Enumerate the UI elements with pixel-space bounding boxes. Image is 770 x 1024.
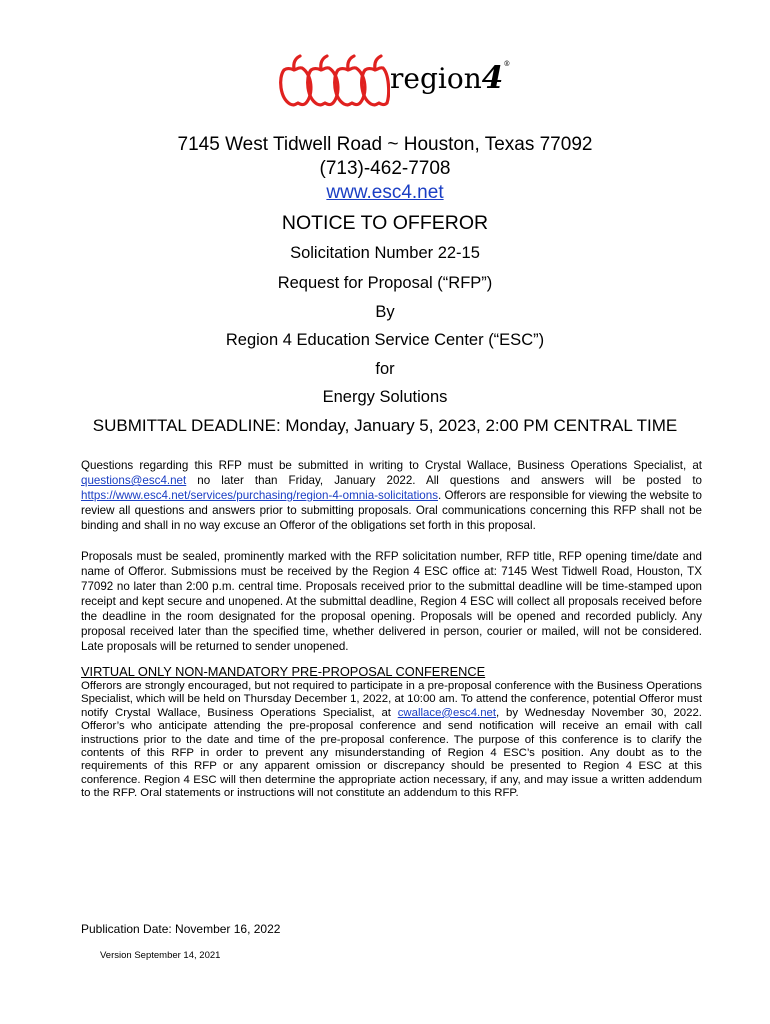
publication-date: Publication Date: November 16, 2022 [81, 922, 281, 936]
phone-line: (713)-462-7708 [319, 158, 451, 179]
issuer-line: Region 4 Education Service Center (“ESC”) [225, 331, 545, 349]
questions-paragraph: Questions regarding this RFP must be submitted in writing to Crystal Wallace, Business Operations Specialist, at questions@esc4.net no later than Friday, January 2022. All questions and answers will be posted to https://www.esc4.net/services/purchasing/region-4-omnia-solicitations. Offerors are responsible for viewing the website to review all questions and answers prior to submitting proposals. Oral communications concerning this RFP shall not be binding and shall in no way excuse an Offeror of the obligations set forth in this proposal. [81, 459, 702, 532]
subject-line: Energy Solutions [322, 388, 448, 406]
solicitations-url-link[interactable]: https://www.esc4.net/services/purchasing/region-4-omnia-solicitations [81, 489, 438, 502]
logo-wordmark: region4® [390, 60, 511, 96]
address-line: 7145 West Tidwell Road ~ Houston, Texas 77092 [177, 134, 593, 155]
conference-heading: VIRTUAL ONLY NON-MANDATORY PRE-PROPOSAL CONFERENCE [81, 664, 486, 679]
region4-logo [278, 50, 511, 112]
website-link[interactable]: www.esc4.net [326, 182, 444, 203]
apple-logo-icon [278, 50, 390, 112]
proposals-paragraph: Proposals must be sealed, prominently marked with the RFP solicitation number, RFP title, RFP opening time/date and name of Offeror. Submissions must be received by the Region 4 ESC office at: 7145 West Tidwell Road, Houston, TX 77092 no later than 2:00 p.m. central time. Proposals received prior to the submittal deadline will be time-stamped upon receipt and kept secure and unopened. At the submittal deadline, Region 4 ESC will collect all proposals received before the deadline in the room designated for the proposal opening. Proposals will be opened and recorded publicly. Any proposal received later than the specified time, whether delivered in person, courier or mailed, will not be considered. Late proposals will be returned to sender unopened. [81, 550, 702, 653]
by-line: By [375, 303, 395, 321]
submittal-deadline: SUBMITTAL DEADLINE: Monday, January 5, 2023, 2:00 PM CENTRAL TIME [92, 416, 678, 435]
solicitation-number: Solicitation Number 22-15 [290, 244, 480, 262]
for-line: for [375, 360, 395, 378]
notice-title: NOTICE TO OFFEROR [281, 212, 489, 234]
version-note: Version September 14, 2021 [100, 950, 221, 961]
rfp-line: Request for Proposal (“RFP”) [277, 274, 493, 292]
questions-email-link[interactable]: questions@esc4.net [81, 474, 187, 487]
conference-paragraph: Offerors are strongly encouraged, but not required to participate in a pre-proposal conference with the Business Operations Specialist, which will be held on Thursday December 1, 2022, at 10:00 am. To attend the conference, potential Offeror must notify Crystal Wallace, Business Operations Specialist, at cwallace@esc4.net, by Wednesday November 30, 2022. Offeror’s who anticipate attending the pre-proposal conference and send notification will receive an email with call instructions prior to the date and time of the pre-proposal conference. The purpose of this conference is to clarify the contents of this RFP in order to prevent any misunderstanding of Region 4 ESC’s position. Any doubt as to the requirements of this RFP or any apparent omission or discrepancy should be presented to Region 4 ESC at this conference. Region 4 ESC will then determine the appropriate action necessary, if any, and may issue a written addendum to the RFP. Oral statements or instructions will not constitute an addendum to this RFP. [81, 680, 702, 800]
conference-email-link[interactable]: cwallace@esc4.net [397, 706, 497, 719]
